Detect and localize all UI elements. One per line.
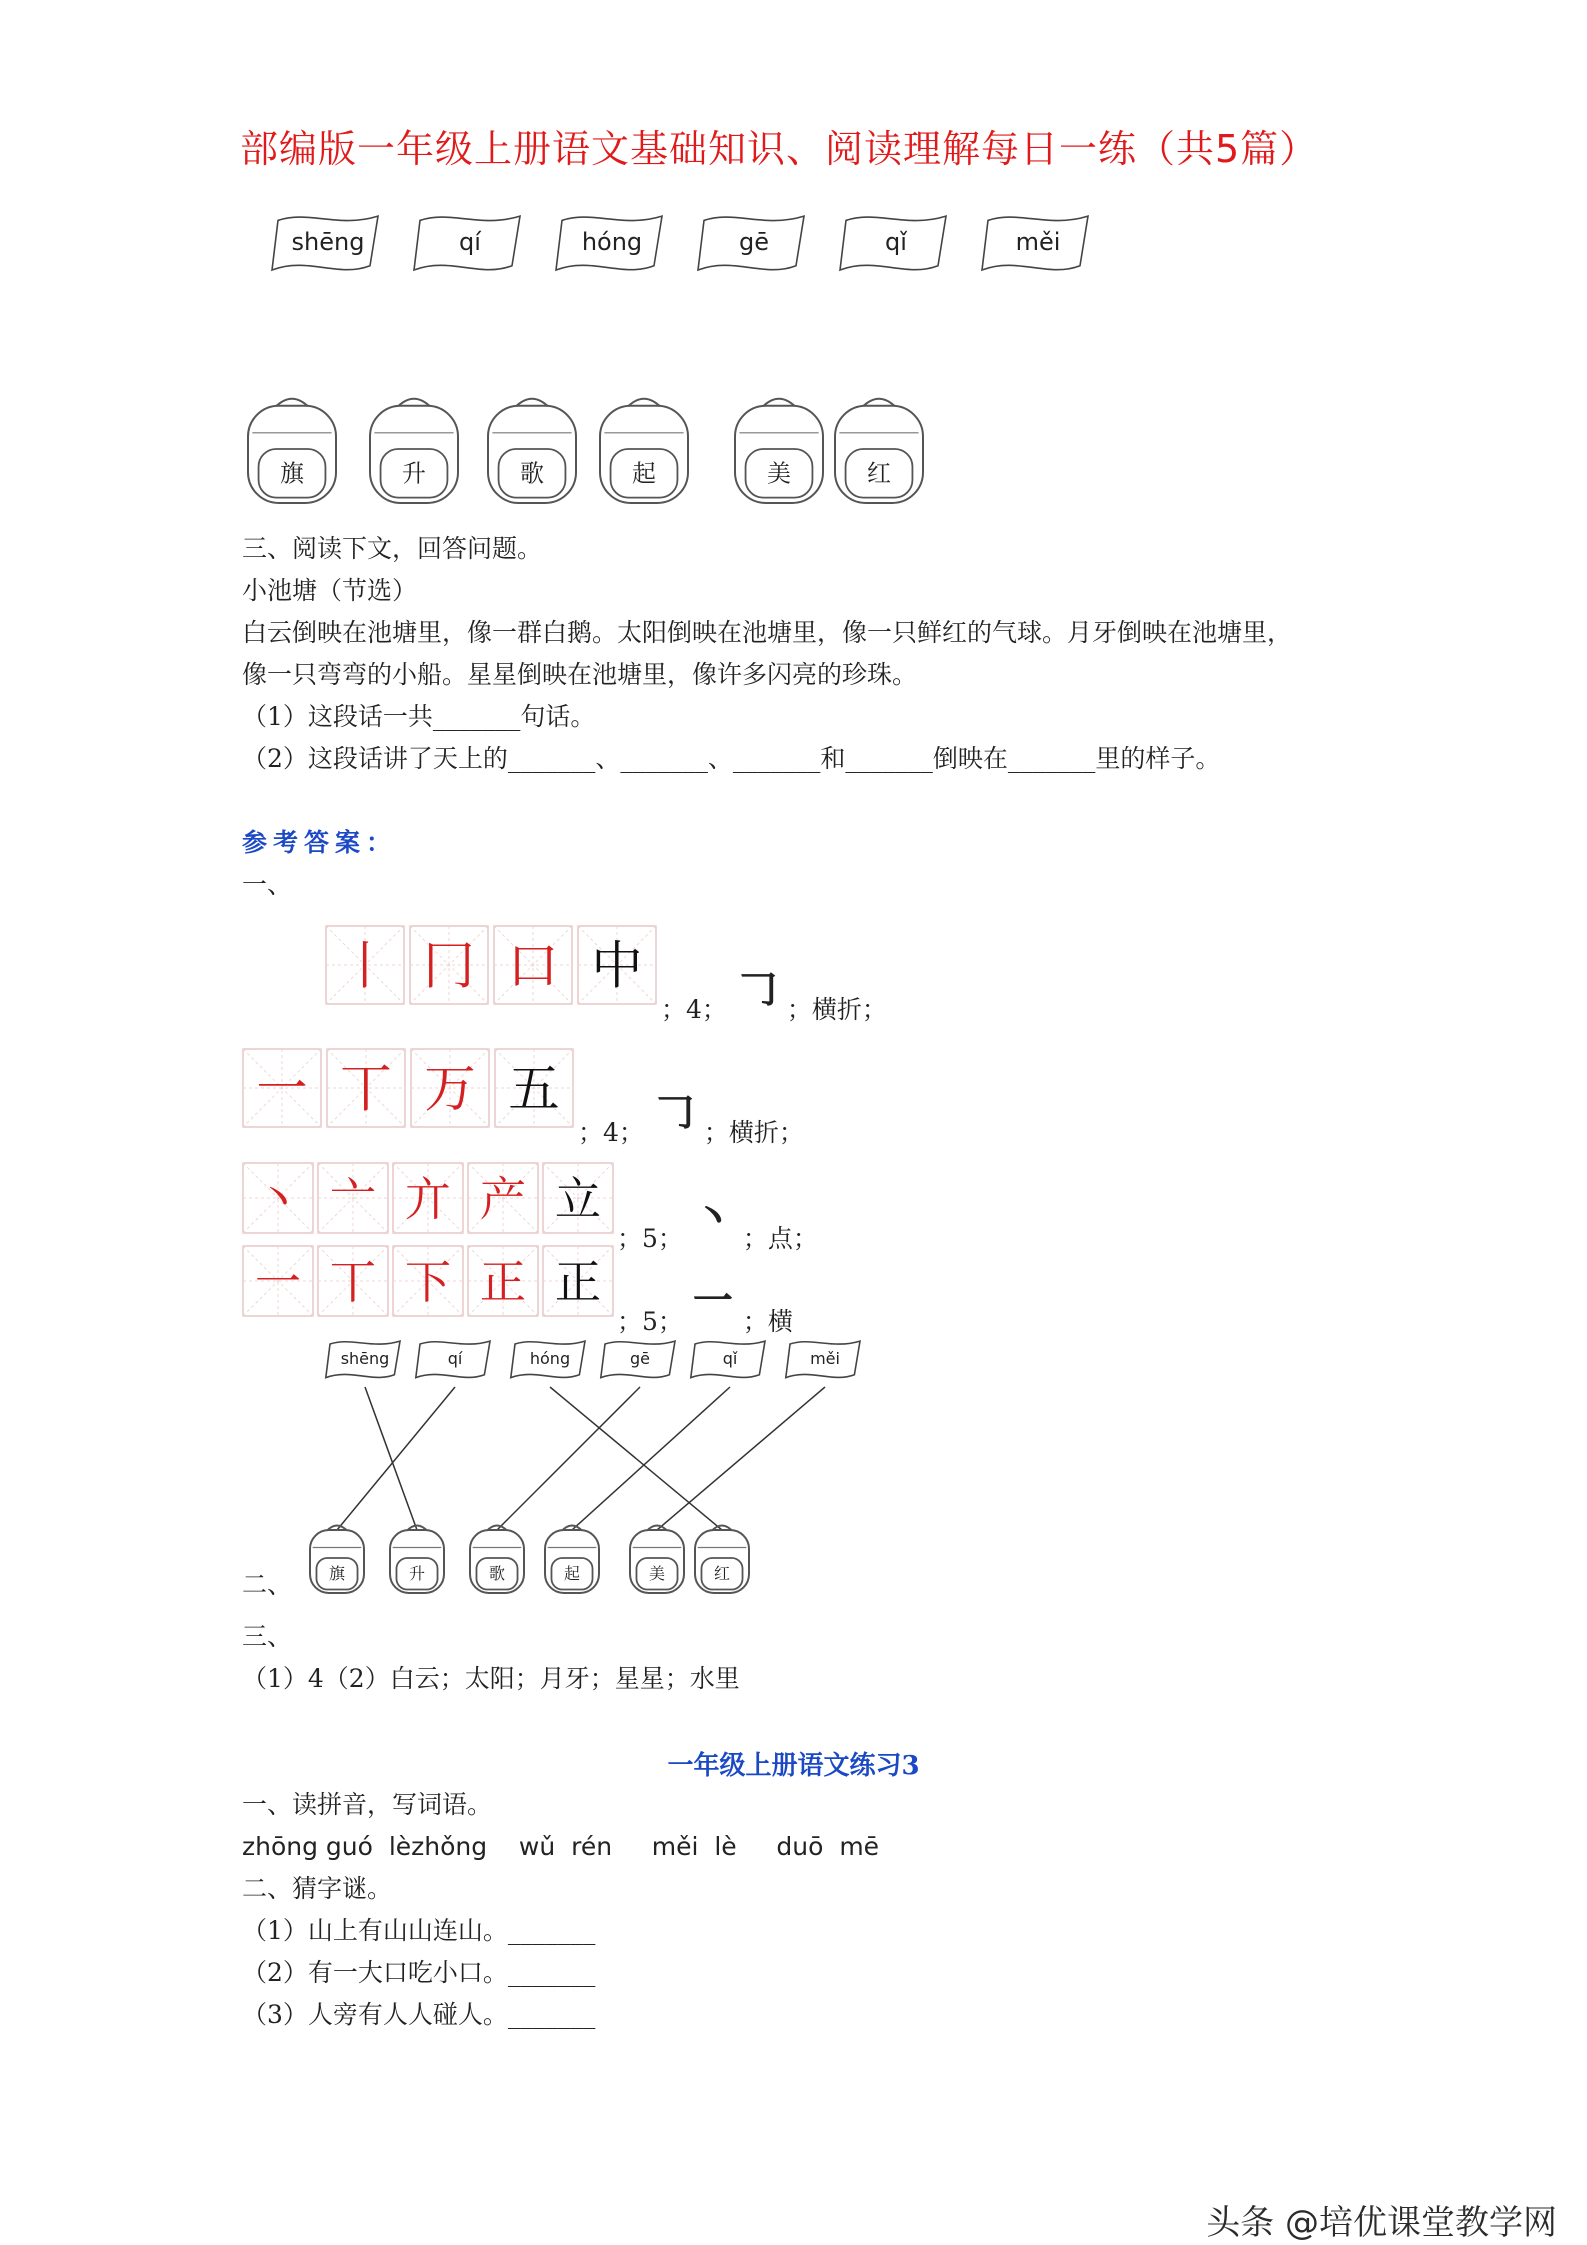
answers-heading: 参考答案：: [242, 828, 398, 857]
question-1: （1）这段话一共_______句话。: [242, 702, 596, 731]
tianzige-cell: [578, 926, 656, 1004]
backpack-5: [735, 399, 823, 503]
riddle-1: （1）山上有山山连山。_______: [242, 1916, 596, 1945]
tianzige-cell: [543, 1246, 613, 1316]
matching-backpack-2: [390, 1525, 444, 1593]
svg-text:shēng: shēng: [340, 1349, 390, 1369]
svg-text:gē: gē: [739, 228, 769, 257]
svg-text:口: 口: [507, 936, 559, 997]
svg-text:hóng: hóng: [529, 1349, 571, 1369]
first-stroke-glyph: 丶: [692, 1195, 733, 1241]
svg-text:měi: měi: [1015, 228, 1061, 257]
flag-card-6: [982, 216, 1088, 270]
matching-flag-6: [786, 1341, 860, 1378]
flag-card-1: [272, 216, 378, 270]
match-line: [572, 1387, 730, 1530]
svg-text:一: 一: [254, 1254, 302, 1309]
tianzige-cell: [411, 1049, 489, 1127]
passage-title: 小池塘（节选）: [242, 576, 418, 605]
page-title: 部编版一年级上册语文基础知识、阅读理解每日一练（共5篇）: [240, 127, 1319, 171]
matching-flag-3: [511, 1341, 585, 1378]
svg-text:qí: qí: [447, 1349, 463, 1369]
svg-text:丶: 丶: [254, 1171, 302, 1226]
stroke-count: ；5；: [617, 1224, 683, 1253]
svg-text:一: 一: [256, 1059, 308, 1120]
tianzige-cell: [468, 1246, 538, 1316]
match-line: [550, 1387, 722, 1530]
stroke-count: ；4；: [578, 1118, 644, 1147]
svg-text:丨: 丨: [339, 936, 391, 997]
flag-card-4: [698, 216, 804, 270]
svg-text:冂: 冂: [423, 936, 475, 997]
svg-text:丅: 丅: [329, 1254, 377, 1309]
tianzige-cell: [393, 1163, 463, 1233]
stroke-count: ；5；: [617, 1307, 683, 1336]
svg-text:起: 起: [632, 459, 656, 488]
tianzige-cell: [243, 1163, 313, 1233]
tianzige-cell: [495, 1049, 573, 1127]
matching-backpack-4: [545, 1525, 599, 1593]
exercise3-title: 一年级上册语文练习3: [667, 1751, 920, 1781]
passage-line-1: 白云倒映在池塘里，像一群白鹅。太阳倒映在池塘里，像一只鲜红的气球。月牙倒映在池塘里，: [242, 618, 1293, 647]
exercise3-section2: 二、猜字谜。: [242, 1874, 393, 1903]
svg-text:正: 正: [479, 1254, 527, 1309]
question-2: （2）这段话讲了天上的_______、_______、_______和_______倒映在_______里的样子。: [242, 744, 1221, 773]
svg-text:立: 立: [554, 1171, 602, 1226]
svg-text:qǐ: qǐ: [722, 1349, 738, 1369]
matching-diagram: [300, 1325, 880, 1605]
matching-backpack-1: [310, 1525, 364, 1593]
svg-text:升: 升: [402, 459, 426, 488]
flag-card-3: [556, 216, 662, 270]
backpack-2: [370, 399, 458, 503]
svg-text:旗: 旗: [328, 1564, 346, 1583]
svg-text:歌: 歌: [488, 1564, 506, 1583]
answers-part1-label: 一、: [242, 870, 293, 899]
tianzige-cell: [318, 1246, 388, 1316]
tianzige-cell: [393, 1246, 463, 1316]
riddle-3: （3）人旁有人人碰人。_______: [242, 2000, 596, 2029]
first-stroke-glyph: 一: [692, 1278, 733, 1324]
svg-text:正: 正: [554, 1254, 602, 1309]
tianzige-cell: [243, 1246, 313, 1316]
tianzige-cell: [318, 1163, 388, 1233]
backpack-4: [600, 399, 688, 503]
matching-backpack-5: [630, 1525, 684, 1593]
match-line: [365, 1387, 417, 1530]
match-line: [337, 1387, 455, 1530]
svg-text:产: 产: [479, 1171, 527, 1226]
svg-text:红: 红: [713, 1564, 731, 1583]
tianzige-cell: [327, 1049, 405, 1127]
svg-text:丅: 丅: [340, 1059, 392, 1120]
stroke-name: ；横折；: [703, 1118, 804, 1147]
svg-text:起: 起: [563, 1564, 581, 1583]
stroke-row-2: [242, 1048, 804, 1153]
matching-backpack-3: [470, 1525, 524, 1593]
stroke-row-1: [325, 925, 887, 1030]
exercise3-section1: 一、读拼音，写词语。: [242, 1790, 493, 1819]
first-stroke-glyph: 𠃌: [736, 966, 777, 1012]
stroke-name: ；横折；: [786, 995, 887, 1024]
stroke-name: ；点；: [742, 1224, 818, 1253]
svg-text:qí: qí: [459, 228, 481, 257]
match-line: [657, 1387, 825, 1530]
svg-text:歌: 歌: [520, 459, 544, 488]
svg-text:měi: měi: [810, 1349, 840, 1369]
matching-flag-4: [601, 1341, 675, 1378]
svg-text:旗: 旗: [280, 459, 304, 488]
matching-flag-2: [416, 1341, 490, 1378]
svg-text:shēng: shēng: [291, 228, 365, 257]
stroke-name: ；横: [742, 1307, 793, 1336]
answers-part3-text: （1）4（2）白云；太阳；月牙；星星；水里: [242, 1664, 740, 1693]
svg-text:万: 万: [424, 1059, 476, 1120]
svg-text:qǐ: qǐ: [885, 228, 907, 257]
svg-text:gē: gē: [630, 1349, 650, 1369]
backpack-6: [835, 399, 923, 503]
stroke-count: ；4；: [661, 995, 727, 1024]
watermark: 头条 @培优课堂教学网: [1206, 2203, 1557, 2243]
riddle-2: （2）有一大口吃小口。_______: [242, 1958, 596, 1987]
svg-text:美: 美: [767, 459, 791, 488]
match-line: [497, 1387, 640, 1530]
svg-text:亣: 亣: [404, 1171, 452, 1226]
matching-backpack-6: [695, 1525, 749, 1593]
svg-text:亠: 亠: [329, 1171, 377, 1226]
svg-text:美: 美: [648, 1564, 666, 1583]
svg-text:hóng: hóng: [581, 228, 643, 257]
backpack-1: [248, 399, 336, 503]
svg-text:五: 五: [508, 1059, 560, 1120]
answers-part3-label: 三、: [242, 1622, 293, 1651]
tianzige-cell: [326, 926, 404, 1004]
svg-text:中: 中: [591, 936, 643, 997]
first-stroke-glyph: 𠃌: [653, 1089, 694, 1135]
answers-part2-label: 二、: [242, 1570, 293, 1599]
svg-text:下: 下: [404, 1254, 452, 1309]
matching-flag-1: [326, 1341, 400, 1378]
svg-text:红: 红: [867, 459, 891, 488]
flag-card-5: [840, 216, 946, 270]
matching-flag-5: [691, 1341, 765, 1378]
backpacks-row: [240, 390, 940, 515]
backpack-3: [488, 399, 576, 503]
passage-line-2: 像一只弯弯的小船。星星倒映在池塘里，像许多闪亮的珍珠。: [242, 660, 918, 689]
pinyin-flags-row: [270, 205, 1100, 305]
svg-text:升: 升: [408, 1564, 426, 1583]
tianzige-cell: [494, 926, 572, 1004]
tianzige-cell: [468, 1163, 538, 1233]
tianzige-cell: [543, 1163, 613, 1233]
exercise3-pinyin-line: zhōng guó lèzhǒng wǔ rén měi lè duō mē: [242, 1832, 880, 1861]
tianzige-cell: [243, 1049, 321, 1127]
reading-heading: 三、阅读下文，回答问题。: [242, 534, 543, 563]
tianzige-cell: [410, 926, 488, 1004]
flag-card-2: [414, 216, 520, 270]
